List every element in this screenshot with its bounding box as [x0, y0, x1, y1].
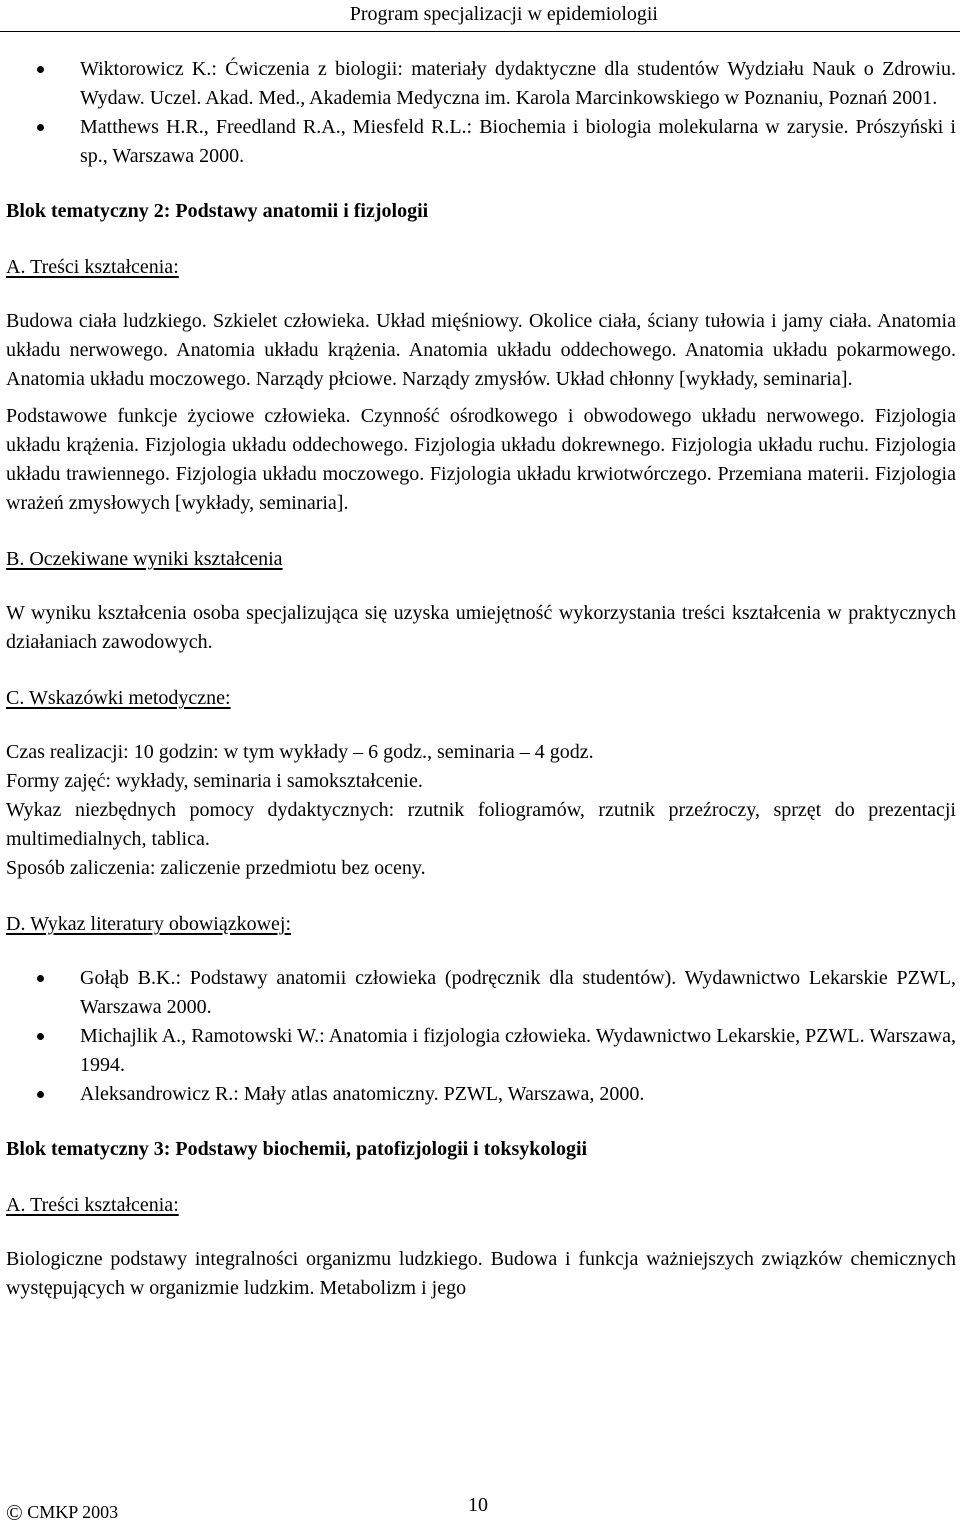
subheading-wskazowki-metodyczne: C. Wskazówki metodyczne:	[6, 687, 231, 709]
copyright-symbol: ©	[6, 1500, 23, 1525]
subheading-tresci-ksztalcenia: A. Treści kształcenia:	[6, 256, 179, 278]
list-item: Aleksandrowicz R.: Mały atlas anatomiczny. PZWL, Warszawa, 2000.	[6, 1080, 956, 1109]
copyright-notice	[6, 1500, 118, 1526]
header-rule	[0, 31, 960, 32]
paragraph-anatomia: Budowa ciała ludzkiego. Szkielet człowieka. Układ mięśniowy. Okolice ciała, ściany tułowia i jamy ciała. Anatomia układu nerwowego. Anatomia układu krążenia. Anatomia układu oddechowego. Anatomia układu pokarmowego. Anatomia układu moczowego. Narządy płciowe. Narządy zmysłów. Układ chłonny [wykłady, seminaria].	[6, 310, 956, 390]
list-item: Wiktorowicz K.: Ćwiczenia z biologii: materiały dydaktyczne dla studentów Wydziału Nauk o Zdrowiu. Wydaw. Uczel. Akad. Med., Akademia Medyczna im. Karola Marcinkowskiego w Poznaniu, Poznań 2001.	[6, 55, 956, 113]
line-sposob-zaliczenia: Sposób zaliczenia: zaliczenie przedmiotu bez oceny.	[6, 857, 426, 879]
page-number: 10	[468, 1494, 488, 1516]
list-item: Gołąb B.K.: Podstawy anatomii człowieka (podręcznik dla studentów). Wydawnictwo Lekarskie PZWL, Warszawa 2000.	[6, 964, 956, 1022]
running-header: Program specjalizacji w epidemiologii	[349, 3, 658, 25]
list-item: Michajlik A., Ramotowski W.: Anatomia i fizjologia człowieka. Wydawnictwo Lekarskie, PZWL. Warszawa, 1994.	[6, 1022, 956, 1080]
page-footer	[6, 1494, 956, 1524]
section-heading-blok-3: Blok tematyczny 3: Podstawy biochemii, patofizjologii i toksykologii	[6, 1138, 588, 1160]
subheading-tresci-ksztalcenia-3: A. Treści kształcenia:	[6, 1194, 179, 1216]
paragraph-biochemia: Biologiczne podstawy integralności organizmu ludzkiego. Budowa i funkcja ważniejszych związków chemicznych występujących w organizmie ludzkim. Metabolizm i jego	[6, 1248, 956, 1299]
list-item: Matthews H.R., Freedland R.A., Miesfeld R.L.: Biochemia i biologia molekularna w zarysie. Prószyński i sp., Warszawa 2000.	[6, 113, 956, 171]
line-pomoce-dydaktyczne: Wykaz niezbędnych pomocy dydaktycznych: rzutnik foliogramów, rzutnik przeźroczy, sprzęt do prezentacji multimedialnych, tablica.	[6, 799, 956, 850]
paragraph-wyniki: W wyniku kształcenia osoba specjalizująca się uzyska umiejętność wykorzystania treści kształcenia w praktycznych działaniach zawodowych.	[6, 602, 956, 653]
subheading-oczekiwane-wyniki: B. Oczekiwane wyniki kształcenia	[6, 548, 283, 570]
copyright-text: CMKP 2003	[27, 1502, 119, 1522]
line-czas-realizacji: Czas realizacji: 10 godzin: w tym wykłady – 6 godz., seminaria – 4 godz.	[6, 741, 594, 763]
line-formy-zajec: Formy zajęć: wykłady, seminaria i samokształcenie.	[6, 770, 423, 792]
top-reference-list	[6, 55, 956, 171]
subheading-literatura: D. Wykaz literatury obowiązkowej:	[6, 913, 291, 935]
section-heading-blok-2: Blok tematyczny 2: Podstawy anatomii i fizjologii	[6, 200, 429, 222]
literature-list	[6, 964, 956, 1109]
page-content	[6, 55, 956, 1303]
paragraph-fizjologia: Podstawowe funkcje życiowe człowieka. Czynność ośrodkowego i obwodowego układu nerwowego. Fizjologia układu krążenia. Fizjologia układu oddechowego. Fizjologia układu dokrewnego. Fizjologia układu ruchu. Fizjologia układu trawiennego. Fizjologia układu moczowego. Fizjologia układu krwiotwórczego. Przemiana materii. Fizjologia wrażeń zmysłowych [wykłady, seminaria].	[6, 405, 956, 514]
